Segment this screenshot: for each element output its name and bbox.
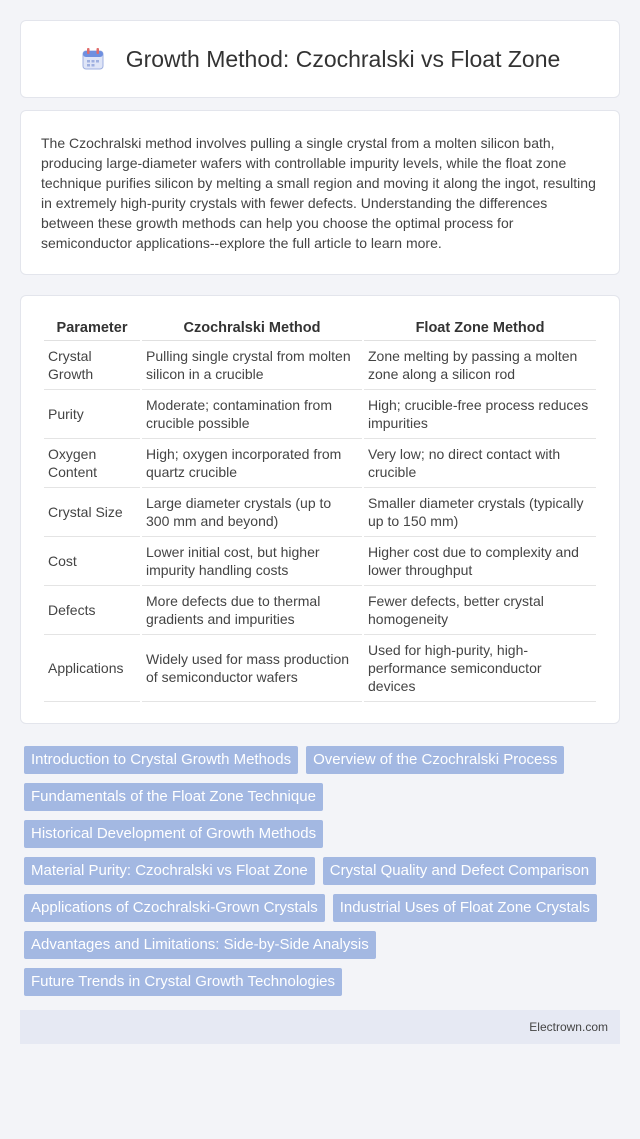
table-cell: More defects due to thermal gradients and impurities bbox=[142, 586, 362, 635]
table-row bbox=[44, 439, 596, 488]
table-cell: Moderate; contamination from crucible possible bbox=[142, 390, 362, 439]
page-header bbox=[20, 20, 620, 98]
column-header: Parameter bbox=[44, 313, 140, 341]
comparison-table-card bbox=[20, 295, 620, 724]
table-row bbox=[44, 586, 596, 635]
calendar-icon bbox=[80, 46, 106, 72]
table-cell: Higher cost due to complexity and lower throughput bbox=[364, 537, 596, 586]
topic-link[interactable]: Industrial Uses of Float Zone Crystals bbox=[333, 894, 597, 922]
table-cell: Purity bbox=[44, 390, 140, 439]
column-header: Float Zone Method bbox=[364, 313, 596, 341]
column-header: Czochralski Method bbox=[142, 313, 362, 341]
table-cell: Oxygen Content bbox=[44, 439, 140, 488]
table-cell: Large diameter crystals (up to 300 mm and beyond) bbox=[142, 488, 362, 537]
topic-link[interactable]: Fundamentals of the Float Zone Technique bbox=[24, 783, 323, 811]
table-cell: Defects bbox=[44, 586, 140, 635]
table-cell: Smaller diameter crystals (typically up to 150 mm) bbox=[364, 488, 596, 537]
table-cell: Zone melting by passing a molten zone along a silicon rod bbox=[364, 341, 596, 390]
topic-link[interactable]: Applications of Czochralski-Grown Crystals bbox=[24, 894, 325, 922]
topic-link[interactable]: Advantages and Limitations: Side-by-Side Analysis bbox=[24, 931, 376, 959]
table-cell: Very low; no direct contact with crucible bbox=[364, 439, 596, 488]
footer-site-name: Electrown.com bbox=[529, 1020, 608, 1034]
table-cell: Widely used for mass production of semiconductor wafers bbox=[142, 635, 362, 702]
intro-paragraph: The Czochralski method involves pulling a single crystal from a molten silicon bath, producing large-diameter wafers with controllable impurity levels, while the float zone technique purifies silicon by melting a small region and moving it along the ingot, resulting in extremely high-purity crystals with fewer defects. Understanding the differences between these growth methods can help you choose the optimal process for semiconductor applications--explore the full article to learn more. bbox=[20, 110, 620, 275]
topic-link[interactable]: Crystal Quality and Defect Comparison bbox=[323, 857, 596, 885]
related-topics bbox=[20, 746, 620, 996]
table-cell: Pulling single crystal from molten silicon in a crucible bbox=[142, 341, 362, 390]
table-row bbox=[44, 341, 596, 390]
table-cell: Applications bbox=[44, 635, 140, 702]
page-footer bbox=[20, 1010, 620, 1044]
table-cell: High; crucible-free process reduces impurities bbox=[364, 390, 596, 439]
topic-link[interactable]: Historical Development of Growth Methods bbox=[24, 820, 323, 848]
table-cell: Crystal Growth bbox=[44, 341, 140, 390]
topic-link[interactable]: Material Purity: Czochralski vs Float Zone bbox=[24, 857, 315, 885]
topic-link[interactable]: Overview of the Czochralski Process bbox=[306, 746, 564, 774]
table-cell: Used for high-purity, high-performance semiconductor devices bbox=[364, 635, 596, 702]
table-header-row bbox=[44, 313, 596, 341]
table-row bbox=[44, 488, 596, 537]
comparison-table bbox=[42, 313, 598, 702]
page-title: Growth Method: Czochralski vs Float Zone bbox=[125, 45, 561, 72]
topic-link[interactable]: Introduction to Crystal Growth Methods bbox=[24, 746, 298, 774]
table-cell: High; oxygen incorporated from quartz crucible bbox=[142, 439, 362, 488]
table-row bbox=[44, 390, 596, 439]
table-row bbox=[44, 537, 596, 586]
topic-link[interactable]: Future Trends in Crystal Growth Technologies bbox=[24, 968, 342, 996]
table-cell: Fewer defects, better crystal homogeneity bbox=[364, 586, 596, 635]
table-cell: Lower initial cost, but higher impurity handling costs bbox=[142, 537, 362, 586]
table-row bbox=[44, 635, 596, 702]
table-cell: Cost bbox=[44, 537, 140, 586]
table-cell: Crystal Size bbox=[44, 488, 140, 537]
